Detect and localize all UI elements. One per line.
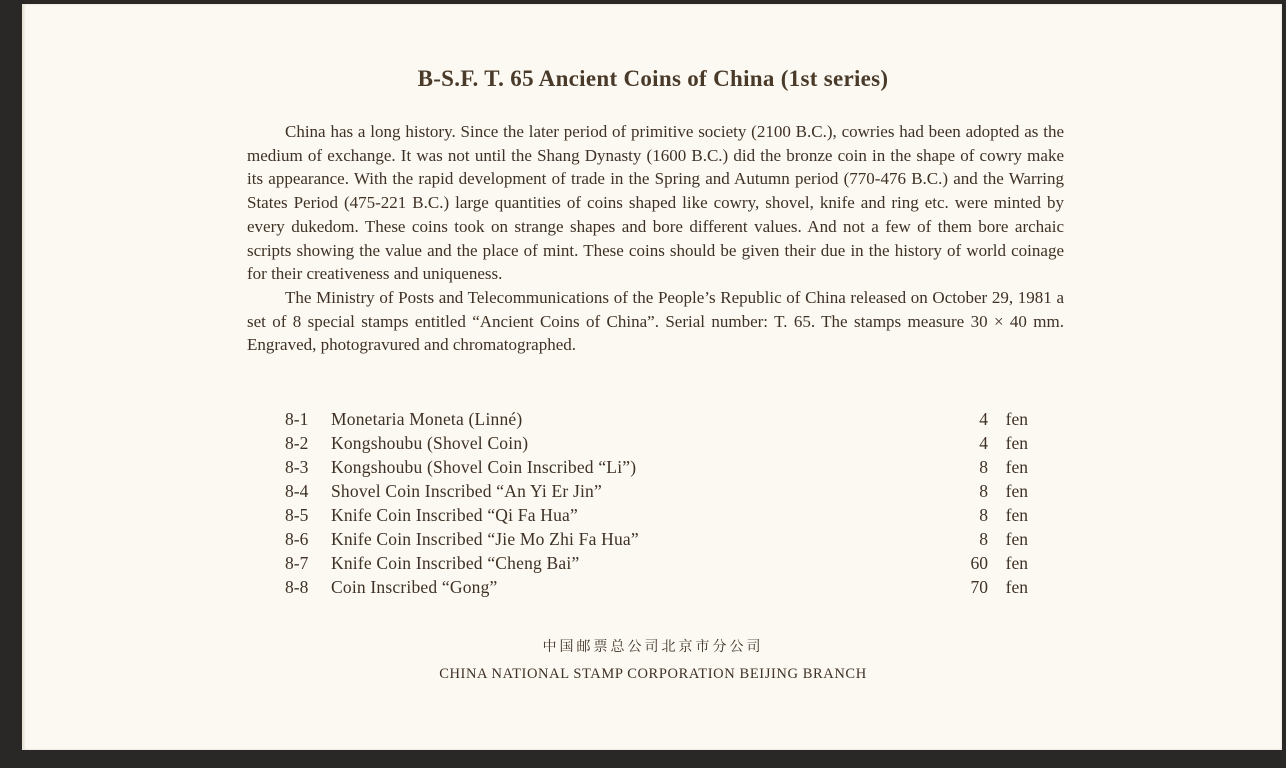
stamp-name: Knife Coin Inscribed “Qi Fa Hua” <box>331 505 578 525</box>
history-paragraph: China has a long history. Since the later period of primitive society (2100 B.C.), cowries had been adopted as the medium of exchange. It was not until the Shang Dynasty (1600 B.C.) did the bronze coin in the shape of cowry make its appearance. With the rapid development of trade in the Spring and Autumn period (770-476 B.C.) and the Warring States Period (475-221 B.C.) large quantities of coins shaped like cowry, shovel, knife and ring etc. were minted by every dukedom. These coins took on strange shapes and bore different values. And not a few of them bore archaic scripts showing the value and the place of mint. These coins should be given their due in the history of world coinage for their creativeness and uniqueness. <box>247 122 1064 284</box>
stamp-row <box>285 551 1028 575</box>
stamp-number: 8-8 <box>285 577 309 597</box>
stamp-number: 8-3 <box>285 457 309 477</box>
stamp-unit: fen <box>1005 529 1028 549</box>
publisher-chinese: 中国邮票总公司北京市分公司 <box>542 639 764 655</box>
stamp-row <box>285 407 1028 431</box>
stamp-number: 8-5 <box>285 505 309 525</box>
stamp-unit: fen <box>1005 409 1028 429</box>
stamp-unit: fen <box>1005 505 1028 525</box>
stamp-value: 8 <box>979 529 988 549</box>
stamp-number: 8-6 <box>285 529 309 549</box>
stamp-unit: fen <box>1005 433 1028 453</box>
stamp-name: Shovel Coin Inscribed “An Yi Er Jin” <box>331 481 602 501</box>
stamp-name: Kongshoubu (Shovel Coin) <box>331 433 529 453</box>
stamp-name: Kongshoubu (Shovel Coin Inscribed “Li”) <box>331 457 637 477</box>
description-text <box>247 120 1064 357</box>
stamp-unit: fen <box>1005 481 1028 501</box>
stamp-row <box>285 503 1028 527</box>
stamp-row <box>285 527 1028 551</box>
release-paragraph: The Ministry of Posts and Telecommunications of the People’s Republic of China released on October 29, 1981 a set of 8 special stamps entitled “Ancient Coins of China”. Serial number: T. 65. The stamps measure 30 × 40 mm. Engraved, photogravured and chromatographed. <box>247 287 1064 355</box>
stamp-number: 8-2 <box>285 433 309 453</box>
stamp-list <box>285 407 1028 599</box>
stamp-value: 70 <box>970 577 988 597</box>
stamp-value: 8 <box>979 481 988 501</box>
stamp-row <box>285 455 1028 479</box>
stamp-value: 8 <box>979 457 988 477</box>
stamp-value: 4 <box>979 409 988 429</box>
publisher-english: CHINA NATIONAL STAMP CORPORATION BEIJING BRANCH <box>439 666 867 682</box>
stamp-number: 8-1 <box>285 409 309 429</box>
stamp-name: Knife Coin Inscribed “Jie Mo Zhi Fa Hua” <box>331 529 639 549</box>
stamp-row <box>285 431 1028 455</box>
stamp-name: Monetaria Moneta (Linné) <box>331 409 523 429</box>
stamp-value: 4 <box>979 433 988 453</box>
stamp-name: Coin Inscribed “Gong” <box>331 577 498 597</box>
stamp-value: 60 <box>970 553 988 573</box>
stamp-unit: fen <box>1005 577 1028 597</box>
document-title: B-S.F. T. 65 Ancient Coins of China (1st series) <box>417 66 889 91</box>
stamp-row <box>285 479 1028 503</box>
stamp-unit: fen <box>1005 553 1028 573</box>
stamp-value: 8 <box>979 505 988 525</box>
stamp-number: 8-4 <box>285 481 309 501</box>
stamp-name: Knife Coin Inscribed “Cheng Bai” <box>331 553 580 573</box>
stamp-row <box>285 575 1028 599</box>
stamp-folder-card <box>22 4 1282 750</box>
stamp-unit: fen <box>1005 457 1028 477</box>
stamp-number: 8-7 <box>285 553 309 573</box>
